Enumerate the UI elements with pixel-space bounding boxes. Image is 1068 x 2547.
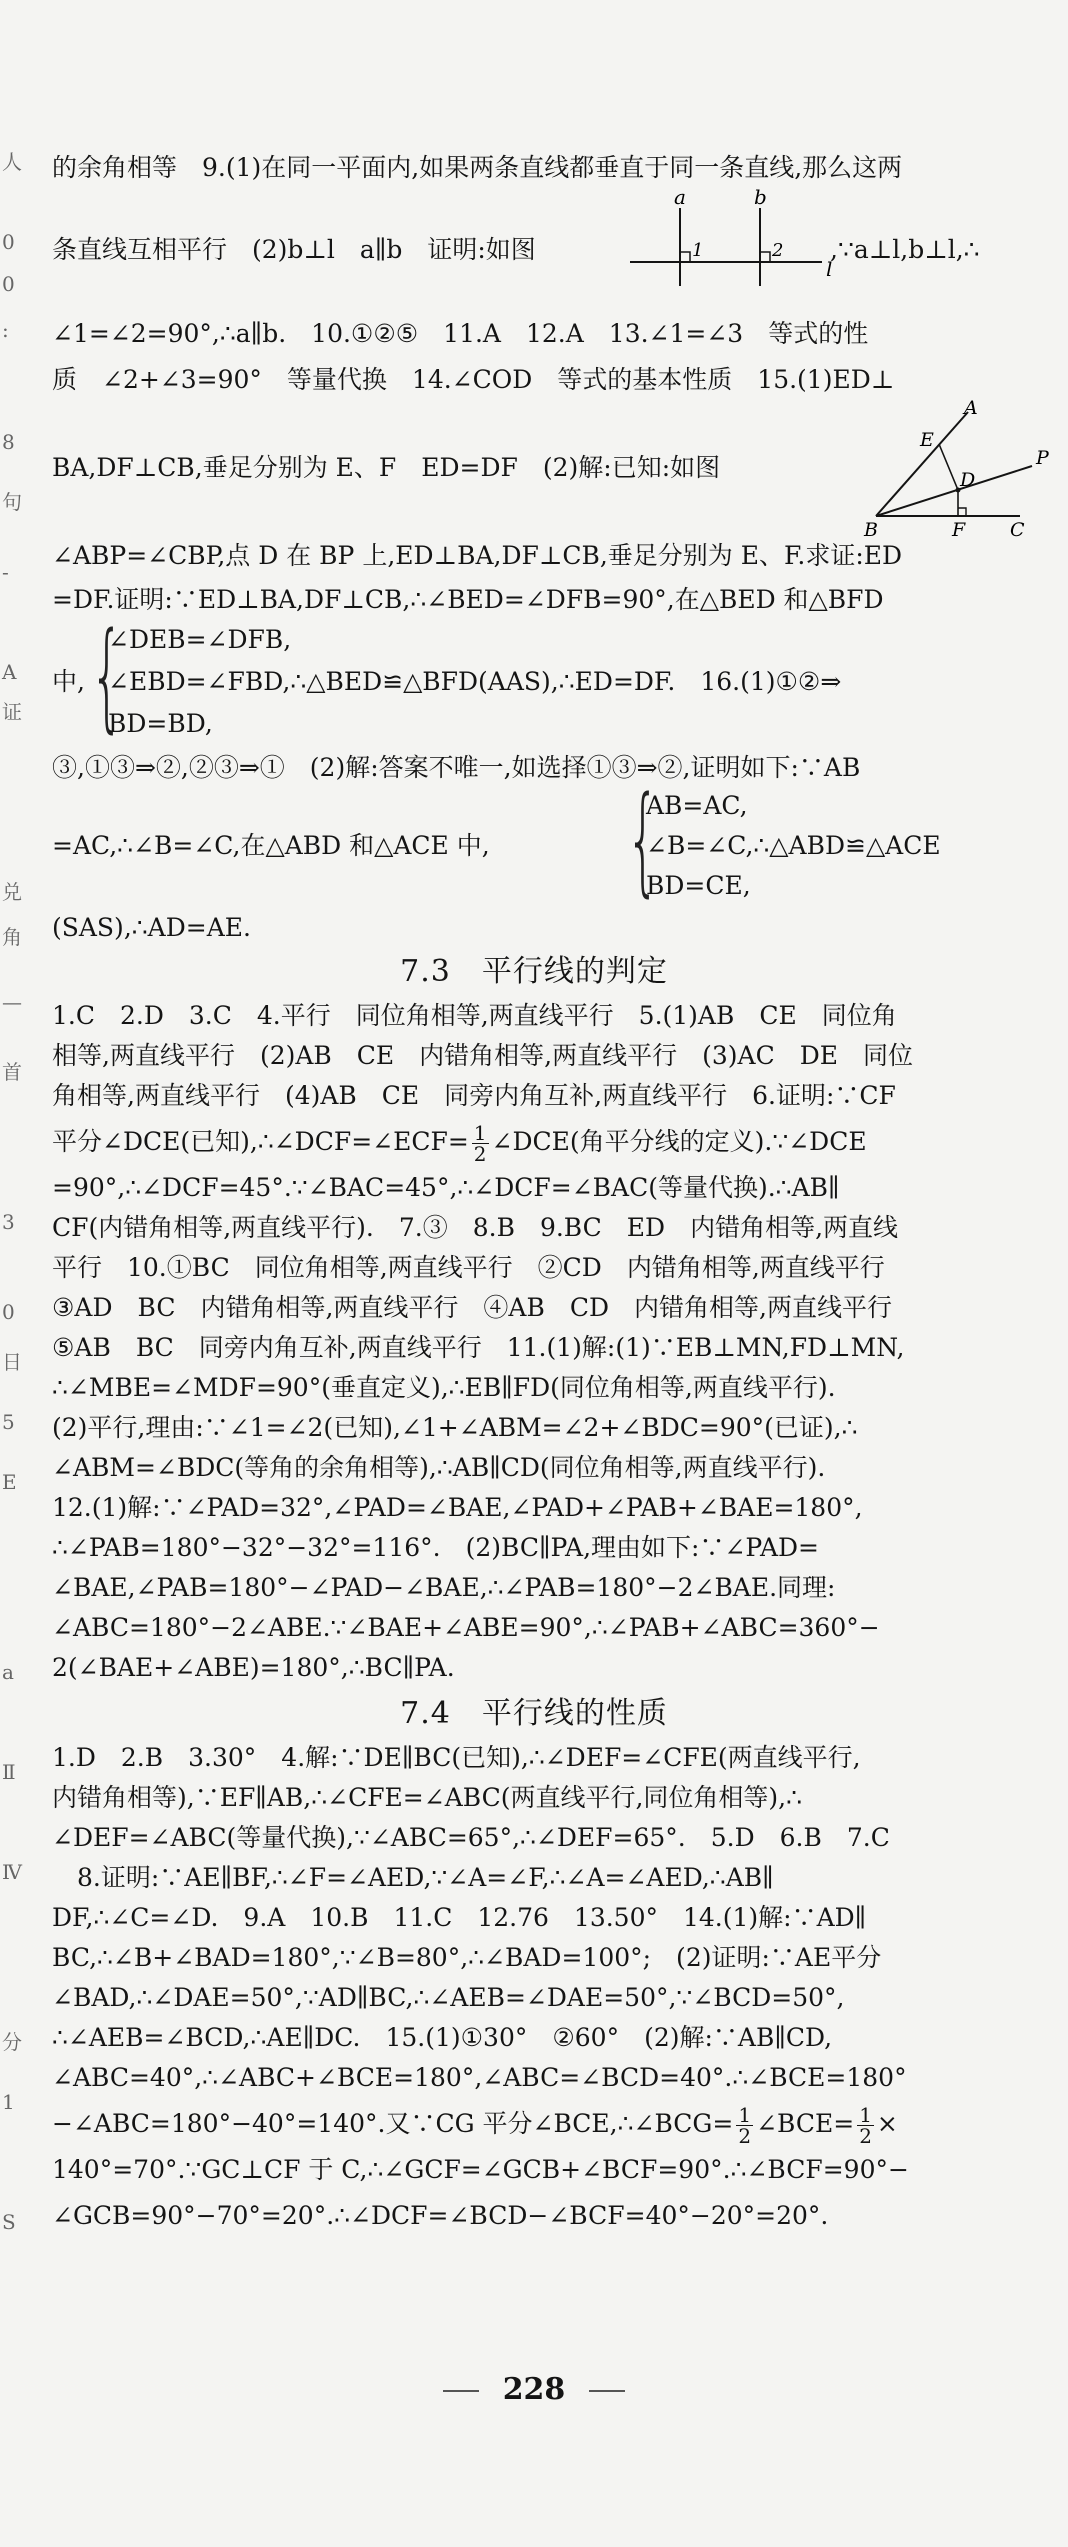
system-row: ∠EBD=∠FBD,∴△BED≌△BFD(AAS),∴ED=DF. 16.(1)①②⇒ — [108, 667, 842, 696]
edge-char: 角 — [2, 925, 22, 949]
system-row: BD=BD, — [108, 709, 213, 738]
edge-char: 8 — [2, 430, 15, 454]
fraction-one-half — [857, 2105, 874, 2146]
text-segment: 平分∠DCE(已知),∴∠DCF=∠ECF= — [52, 1127, 469, 1156]
text-line: BC,∴∠B+∠BAD=180°,∵∠B=80°,∴∠BAD=100°; (2)证明:∵AE平分 — [52, 1943, 882, 1972]
edge-char: 3 — [2, 1210, 15, 1234]
text-line-tail: ,∵a⊥l,b⊥l,∴ — [830, 235, 980, 264]
text-line: ∠1=∠2=90°,∴a∥b. 10.①②⑤ 11.A 12.A 13.∠1=∠3 等式的性 — [52, 319, 869, 348]
footer-dash — [443, 2390, 479, 2392]
text-line: 2(∠BAE+∠ABE)=180°,∴BC∥PA. — [52, 1653, 455, 1682]
text-line: 平行 10.①BC 同位角相等,两直线平行 ②CD 内错角相等,两直线平行 — [52, 1253, 885, 1282]
figure-label-B: B — [864, 519, 878, 538]
figure-label-l: l — [826, 257, 833, 281]
footer-dash — [589, 2390, 625, 2392]
text-line-with-fraction — [52, 2104, 898, 2146]
fraction-numerator: 1 — [859, 2103, 872, 2127]
fraction-one-half — [472, 1123, 489, 1164]
text-line: 角相等,两直线平行 (4)AB CE 同旁内角互补,两直线平行 6.证明:∵CF — [52, 1081, 896, 1110]
left-brace: { — [626, 770, 660, 908]
edge-char: 日 — [2, 1350, 22, 1374]
left-brace: { — [90, 606, 124, 744]
edge-char: 5 — [2, 1410, 15, 1434]
text-line: 相等,两直线平行 (2)AB CE 内错角相等,两直线平行 (3)AC DE 同位 — [52, 1041, 914, 1070]
text-line: ∴∠PAB=180°−32°−32°=116°. (2)BC∥PA,理由如下:∵∠PAD= — [52, 1533, 819, 1562]
text-line: (SAS),∴AD=AE. — [52, 913, 251, 942]
figure-label-A: A — [964, 398, 978, 419]
text-line: ∠DEF=∠ABC(等量代换),∵∠ABC=65°,∴∠DEF=65°. 5.D 6.B 7.C — [52, 1823, 890, 1852]
figure-label-b: b — [754, 186, 767, 209]
figure-label-F: F — [952, 519, 966, 538]
text-line: ∠GCB=90°−70°=20°.∴∠DCF=∠BCD−∠BCF=40°−20°=20°. — [52, 2201, 829, 2230]
section-title: 7.4 平行线的性质 — [400, 1696, 668, 1731]
edge-char: E — [2, 1470, 17, 1494]
edge-char: 首 — [2, 1060, 22, 1084]
system-prefix: 中, — [52, 667, 85, 696]
text-line: ③,①③⇒②,②③⇒① (2)解:答案不唯一,如选择①③⇒②,证明如下:∵AB — [52, 753, 861, 782]
edge-char: - — [2, 560, 9, 584]
edge-char: 0 — [2, 230, 15, 254]
edge-char: 兑 — [2, 880, 22, 904]
figure-label-P: P — [1036, 447, 1049, 469]
page-number: 228 — [502, 2372, 566, 2407]
text-line: ∴∠MBE=∠MDF=90°(垂直定义),∴EB∥FD(同位角相等,两直线平行). — [52, 1373, 836, 1402]
text-line: 1.D 2.B 3.30° 4.解:∵DE∥BC(已知),∴∠DEF=∠CFE(两直线平行, — [52, 1743, 861, 1772]
system-prefix: =AC,∴∠B=∠C,在△ABD 和△ACE 中, — [52, 831, 490, 860]
edge-char: : — [2, 318, 9, 342]
figure-label-E: E — [920, 429, 934, 451]
text-line: ③AD BC 内错角相等,两直线平行 ④AB CD 内错角相等,两直线平行 — [52, 1293, 892, 1322]
edge-char: Ⅱ — [2, 1760, 16, 1784]
text-line: (2)平行,理由:∵∠1=∠2(已知),∠1+∠ABM=∠2+∠BDC=90°(已证),∴ — [52, 1413, 858, 1442]
angle-bisector-figure — [860, 398, 1060, 538]
text-line: 条直线互相平行 (2)b⊥l a∥b 证明:如图 — [52, 235, 536, 264]
system-row: ∠DEB=∠DFB, — [108, 625, 292, 654]
edge-char: 分 — [2, 2030, 22, 2054]
text-segment: −∠ABC=180°−40°=140°.又∵CG 平分∠BCE,∴∠BCG= — [52, 2109, 734, 2138]
text-segment: ∠DCE(角平分线的定义).∵∠DCE — [491, 1127, 867, 1156]
edge-char: A — [2, 660, 17, 684]
edge-char: Ⅳ — [2, 1860, 22, 1884]
text-line: ∠BAD,∴∠DAE=50°,∵AD∥BC,∴∠AEB=∠DAE=50°,∵∠BCD=50°, — [52, 1983, 845, 2012]
edge-char: 句 — [2, 490, 22, 514]
edge-char: a — [2, 1660, 14, 1684]
fraction-one-half — [736, 2105, 753, 2146]
text-segment: ∠BCE= — [756, 2109, 855, 2138]
text-line: =90°,∴∠DCF=45°.∵∠BAC=45°,∴∠DCF=∠BAC(等量代换).∴AB∥ — [52, 1173, 840, 1202]
text-line: 1.C 2.D 3.C 4.平行 同位角相等,两直线平行 5.(1)AB CE 同位角 — [52, 1001, 897, 1030]
text-line: ∠ABM=∠BDC(等角的余角相等),∴AB∥CD(同位角相等,两直线平行). — [52, 1453, 826, 1482]
edge-char: 1 — [2, 2090, 15, 2114]
text-line-with-fraction — [52, 1122, 867, 1164]
text-line: 的余角相等 9.(1)在同一平面内,如果两条直线都垂直于同一条直线,那么这两 — [52, 153, 903, 182]
figure-label-C: C — [1010, 519, 1025, 538]
fraction-denominator: 2 — [738, 2124, 752, 2148]
text-line: DF,∴∠C=∠D. 9.A 10.B 11.C 12.76 13.50° 14.(1)解:∵AD∥ — [52, 1903, 867, 1932]
text-line: 140°=70°.∵GC⊥CF 于 C,∴∠GCF=∠GCB+∠BCF=90°.∴∠BCF=90°− — [52, 2155, 909, 2184]
text-line: ∠ABP=∠CBP,点 D 在 BP 上,ED⊥BA,DF⊥CB,垂足分别为 E、F.求证:ED — [52, 541, 903, 570]
figure-label-a: a — [674, 186, 686, 209]
figure-label-2: 2 — [772, 240, 784, 261]
text-line: BA,DF⊥CB,垂足分别为 E、F ED=DF (2)解:已知:如图 — [52, 453, 721, 482]
fraction-numerator: 1 — [473, 1121, 487, 1145]
system-row: AB=AC, — [646, 791, 748, 820]
page-number-footer — [0, 2370, 1068, 2410]
text-line: ∠ABC=180°−2∠ABE.∵∠BAE+∠ABE=90°,∴∠PAB+∠ABC=360°− — [52, 1613, 880, 1642]
edge-char: 0 — [2, 272, 15, 296]
section-title: 7.3 平行线的判定 — [400, 954, 668, 989]
parallel-lines-figure — [630, 186, 840, 286]
figure-label-D: D — [960, 469, 976, 491]
text-line: ∴∠AEB=∠BCD,∴AE∥DC. 15.(1)①30° ②60° (2)解:∵AB∥CD, — [52, 2023, 833, 2052]
fraction-denominator: 2 — [859, 2124, 872, 2148]
edge-char: S — [2, 2210, 16, 2234]
edge-char: 证 — [2, 700, 22, 724]
edge-char: 0 — [2, 1300, 15, 1324]
text-line: 8.证明:∵AE∥BF,∴∠F=∠AED,∵∠A=∠F,∴∠A=∠AED,∴AB∥ — [52, 1863, 774, 1892]
text-line: CF(内错角相等,两直线平行). 7.③ 8.B 9.BC ED 内错角相等,两直线 — [52, 1213, 899, 1242]
text-line: ⑤AB BC 同旁内角互补,两直线平行 11.(1)解:(1)∵EB⊥MN,FD⊥MN, — [52, 1333, 905, 1362]
fraction-denominator: 2 — [473, 1142, 487, 1166]
system-row: ∠B=∠C,∴△ABD≌△ACE — [646, 831, 941, 860]
text-line: 12.(1)解:∵∠PAD=32°,∠PAD=∠BAE,∠PAD+∠PAB+∠BAE=180°, — [52, 1493, 863, 1522]
edge-char: 人 — [2, 150, 22, 174]
text-line: 内错角相等),∵EF∥AB,∴∠CFE=∠ABC(两直线平行,同位角相等),∴ — [52, 1783, 803, 1812]
text-segment: × — [876, 2109, 898, 2138]
text-line: =DF.证明:∵ED⊥BA,DF⊥CB,∴∠BED=∠DFB=90°,在△BED 和△BFD — [52, 585, 884, 614]
figure-label-1: 1 — [692, 240, 704, 261]
text-line: ∠ABC=40°,∴∠ABC+∠BCE=180°,∠ABC=∠BCD=40°.∴∠BCE=180° — [52, 2063, 907, 2092]
fraction-numerator: 1 — [738, 2103, 752, 2127]
text-line: 质 ∠2+∠3=90° 等量代换 14.∠COD 等式的基本性质 15.(1)ED⊥ — [52, 365, 895, 394]
system-row: BD=CE, — [646, 871, 751, 900]
text-line: ∠BAE,∠PAB=180°−∠PAD−∠BAE,∴∠PAB=180°−2∠BAE.同理: — [52, 1573, 836, 1602]
edge-char: — — [2, 990, 22, 1014]
